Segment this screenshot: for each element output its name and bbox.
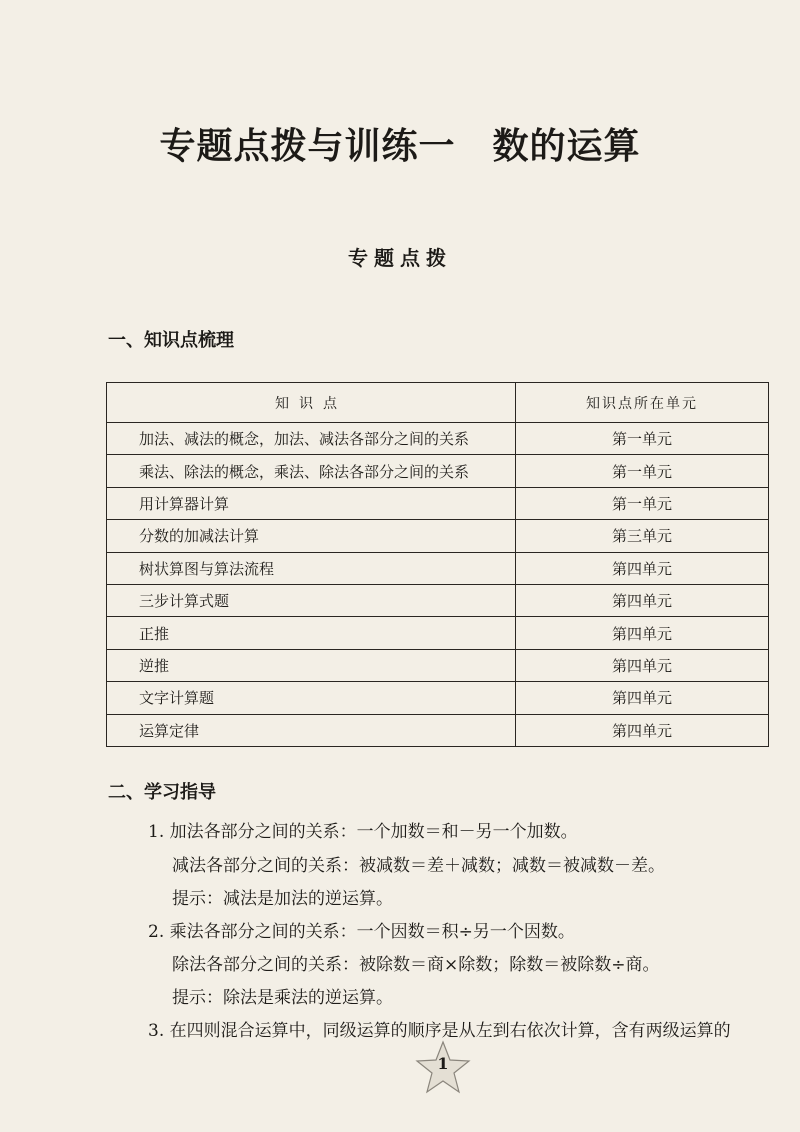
table-cell-unit: 第一单元	[516, 487, 769, 519]
table-cell-topic: 三步计算式题	[107, 584, 516, 616]
table-cell-topic: 分数的加减法计算	[107, 520, 516, 552]
guide-line: 除法各部分之间的关系：被除数＝商×除数；除数＝被除数÷商。	[172, 955, 660, 975]
table-cell-topic: 正推	[107, 617, 516, 649]
table-header-topic: 知识点	[107, 383, 516, 423]
table-row	[107, 487, 769, 519]
page-title: 专题点拨与训练一 数的运算	[159, 126, 641, 167]
table-row	[107, 714, 769, 746]
section-subtitle: 专题点拨	[348, 246, 452, 270]
table-cell-topic: 文字计算题	[107, 682, 516, 714]
table-cell-topic: 加法、减法的概念，加法、减法各部分之间的关系	[107, 423, 516, 455]
knowledge-table	[106, 382, 769, 747]
table-row	[107, 520, 769, 552]
table-row	[107, 552, 769, 584]
table-cell-unit: 第一单元	[516, 455, 769, 487]
guide-line: 1. 加法各部分之间的关系：一个加数＝和－另一个加数。	[148, 822, 578, 842]
table-cell-unit: 第四单元	[516, 649, 769, 681]
guide-line: 提示：减法是加法的逆运算。	[172, 889, 393, 909]
page-number: 1	[437, 1054, 449, 1073]
table-row	[107, 649, 769, 681]
table-cell-unit: 第四单元	[516, 552, 769, 584]
guide-line: 3. 在四则混合运算中，同级运算的顺序是从左到右依次计算，含有两级运算的	[148, 1021, 731, 1041]
table-header-unit: 知识点所在单元	[516, 383, 769, 423]
table-row	[107, 423, 769, 455]
table-cell-topic: 逆推	[107, 649, 516, 681]
table-cell-topic: 树状算图与算法流程	[107, 552, 516, 584]
guide-line: 提示：除法是乘法的逆运算。	[172, 988, 393, 1008]
table-cell-unit: 第一单元	[516, 423, 769, 455]
table-cell-unit: 第四单元	[516, 682, 769, 714]
table-row	[107, 455, 769, 487]
table-row	[107, 617, 769, 649]
section1-heading: 一、知识点梳理	[108, 330, 234, 351]
table-cell-topic: 运算定律	[107, 714, 516, 746]
table-cell-topic: 乘法、除法的概念，乘法、除法各部分之间的关系	[107, 455, 516, 487]
section2-heading: 二、学习指导	[108, 782, 216, 803]
table-header-row	[107, 383, 769, 423]
table-cell-unit: 第四单元	[516, 714, 769, 746]
table-cell-topic: 用计算器计算	[107, 487, 516, 519]
guide-line: 减法各部分之间的关系：被减数＝差＋减数；减数＝被减数－差。	[172, 856, 665, 876]
table-cell-unit: 第四单元	[516, 584, 769, 616]
guide-line: 2. 乘法各部分之间的关系：一个因数＝积÷另一个因数。	[148, 922, 575, 942]
table-cell-unit: 第三单元	[516, 520, 769, 552]
table-row	[107, 584, 769, 616]
table-cell-unit: 第四单元	[516, 617, 769, 649]
table-row	[107, 682, 769, 714]
